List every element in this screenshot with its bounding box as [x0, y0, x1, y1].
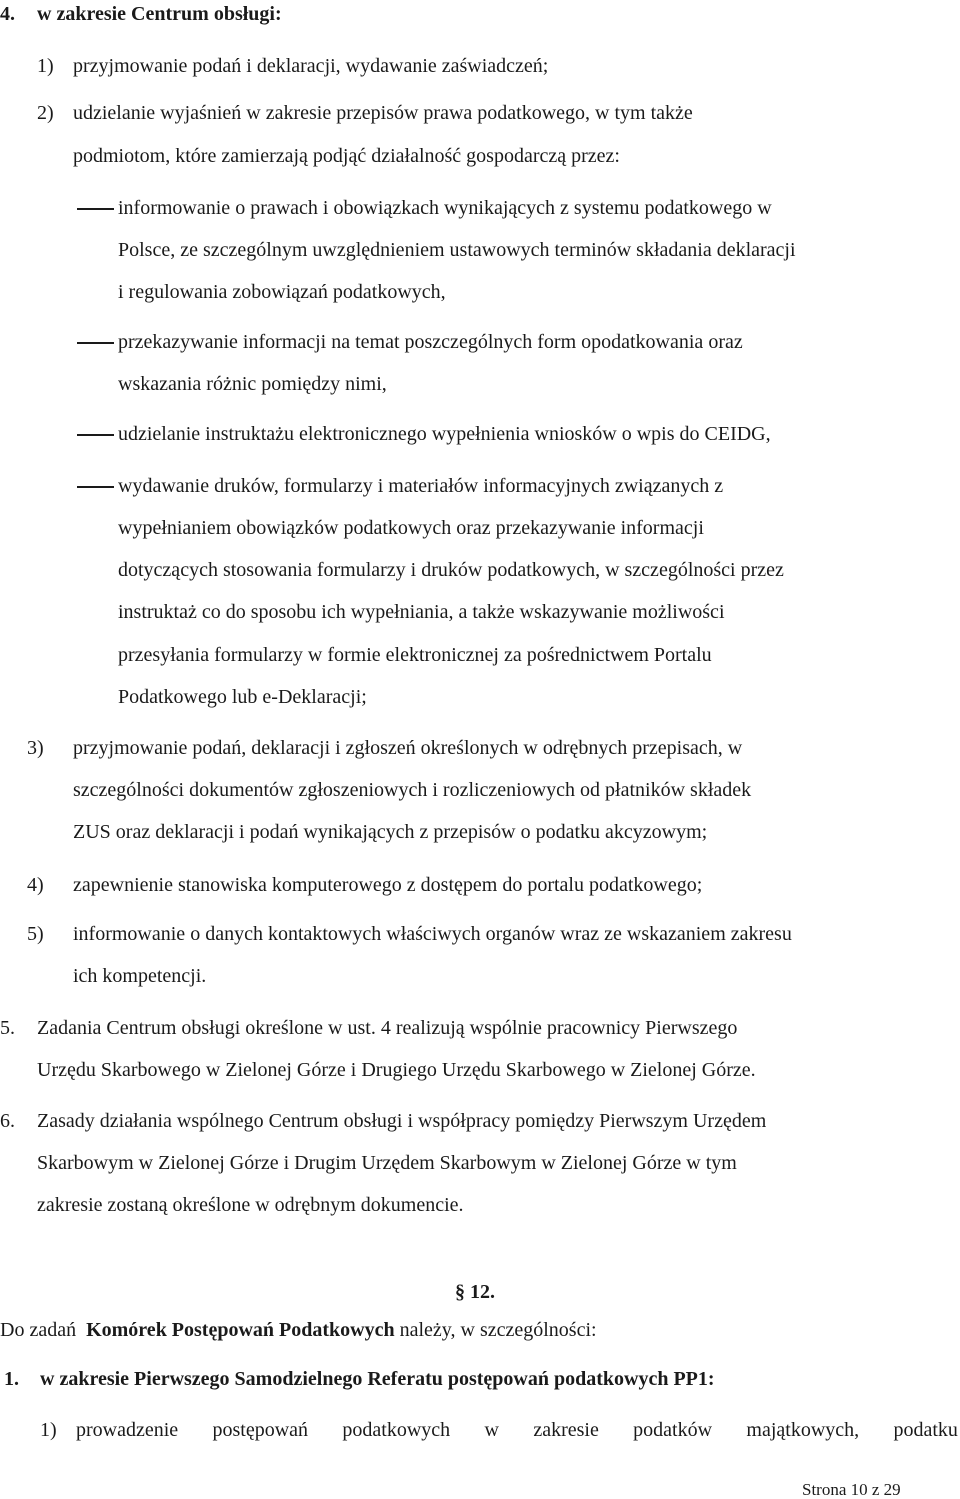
- dash-item-line: Polsce, ze szczególnym uwzględnieniem ustawowych terminów składania deklaracji: [118, 239, 796, 261]
- word: podatkowych: [342, 1419, 451, 1441]
- word: prowadzenie: [76, 1419, 179, 1441]
- dash-item-line: instruktaż co do sposobu ich wypełniania, a także wskazywanie możliwości: [118, 601, 725, 623]
- item-number: 2): [37, 102, 54, 124]
- word: postępowań: [212, 1419, 309, 1441]
- item-number: 3): [27, 737, 44, 759]
- intro-line: [0, 1320, 597, 1340]
- item-text-line: ich kompetencji.: [73, 965, 207, 987]
- word: majątkowych,: [746, 1419, 860, 1441]
- dash-bullet: [77, 486, 114, 488]
- section-1-number: 1.: [4, 1368, 19, 1390]
- item-text-line: zapewnienie stanowiska komputerowego z dostępem do portalu podatkowego;: [73, 874, 703, 896]
- dash-item-line: informowanie o prawach i obowiązkach wynikających z systemu podatkowego w: [118, 197, 772, 219]
- item-text-line: szczególności dokumentów zgłoszeniowych i rozliczeniowych od płatników składek: [73, 779, 752, 801]
- item-text-line: ZUS oraz deklaracji i podań wynikających z przepisów o podatku akcyzowym;: [73, 821, 708, 843]
- dash-item-line: udzielanie instruktażu elektronicznego wypełnienia wniosków o wpis do CEIDG,: [118, 423, 771, 445]
- item-text-line: udzielanie wyjaśnień w zakresie przepisów prawa podatkowego, w tym także: [73, 102, 693, 124]
- intro-prefix: Do zadań: [0, 1319, 77, 1341]
- dash-item-line: dotyczących stosowania formularzy i druków podatkowych, w szczególności przez: [118, 559, 784, 581]
- paragraph-line: Zasady działania wspólnego Centrum obsługi i współpracy pomiędzy Pierwszym Urzędem: [37, 1110, 767, 1132]
- paragraph-number: 5.: [0, 1017, 15, 1039]
- paragraph-line: Skarbowym w Zielonej Górze i Drugim Urzędem Skarbowym w Zielonej Górze w tym: [37, 1152, 737, 1174]
- item-number: 5): [27, 923, 44, 945]
- dash-item-line: przekazywanie informacji na temat poszczególnych form opodatkowania oraz: [118, 331, 743, 353]
- section-4-heading: w zakresie Centrum obsługi:: [37, 3, 282, 25]
- section-1-heading: w zakresie Pierwszego Samodzielnego Referatu postępowań podatkowych PP1:: [40, 1368, 715, 1390]
- dash-item-line: i regulowania zobowiązań podatkowych,: [118, 281, 446, 303]
- last-item-line: [76, 1420, 958, 1440]
- item-number: 1): [37, 55, 54, 77]
- item-number: 4): [27, 874, 44, 896]
- section-4-number: 4.: [0, 3, 15, 25]
- word: podatków: [633, 1419, 713, 1441]
- paragraph-line: Urzędu Skarbowego w Zielonej Górze i Drugiego Urzędu Skarbowego w Zielonej Górze.: [37, 1059, 756, 1081]
- paragraph-line: zakresie zostaną określone w odrębnym dokumencie.: [37, 1194, 464, 1216]
- dash-bullet: [77, 434, 114, 436]
- dash-bullet: [77, 208, 114, 210]
- dash-bullet: [77, 342, 114, 344]
- dash-item-line: Podatkowego lub e-Deklaracji;: [118, 686, 367, 708]
- dash-item-line: wydawanie druków, formularzy i materiałów informacyjnych związanych z: [118, 475, 724, 497]
- item-text-line: podmiotom, które zamierzają podjąć działalność gospodarczą przez:: [73, 145, 620, 167]
- item-text-line: informowanie o danych kontaktowych właściwych organów wraz ze wskazaniem zakresu: [73, 923, 792, 945]
- paragraph-line: Zadania Centrum obsługi określone w ust. 4 realizują wspólnie pracownicy Pierwszego: [37, 1017, 738, 1039]
- item-text-line: przyjmowanie podań, deklaracji i zgłoszeń określonych w odrębnych przepisach, w: [73, 737, 743, 759]
- dash-item-line: wypełnianiem obowiązków podatkowych oraz przekazywanie informacji: [118, 517, 704, 539]
- word: zakresie: [533, 1419, 599, 1441]
- item-text: przyjmowanie podań i deklaracji, wydawanie zaświadczeń;: [73, 55, 549, 77]
- page-footer: Strona 10 z 29: [802, 1480, 901, 1499]
- item-number: 1): [40, 1419, 57, 1441]
- paragraph-number: 6.: [0, 1110, 15, 1132]
- intro-bold: Komórek Postępowań Podatkowych: [86, 1319, 395, 1341]
- section-title: § 12.: [455, 1281, 495, 1303]
- word: w: [484, 1419, 499, 1441]
- dash-item-line: przesyłania formularzy w formie elektronicznej za pośrednictwem Portalu: [118, 644, 712, 666]
- intro-suffix: należy, w szczególności:: [399, 1319, 597, 1341]
- word: podatku: [893, 1419, 958, 1441]
- dash-item-line: wskazania różnic pomiędzy nimi,: [118, 373, 387, 395]
